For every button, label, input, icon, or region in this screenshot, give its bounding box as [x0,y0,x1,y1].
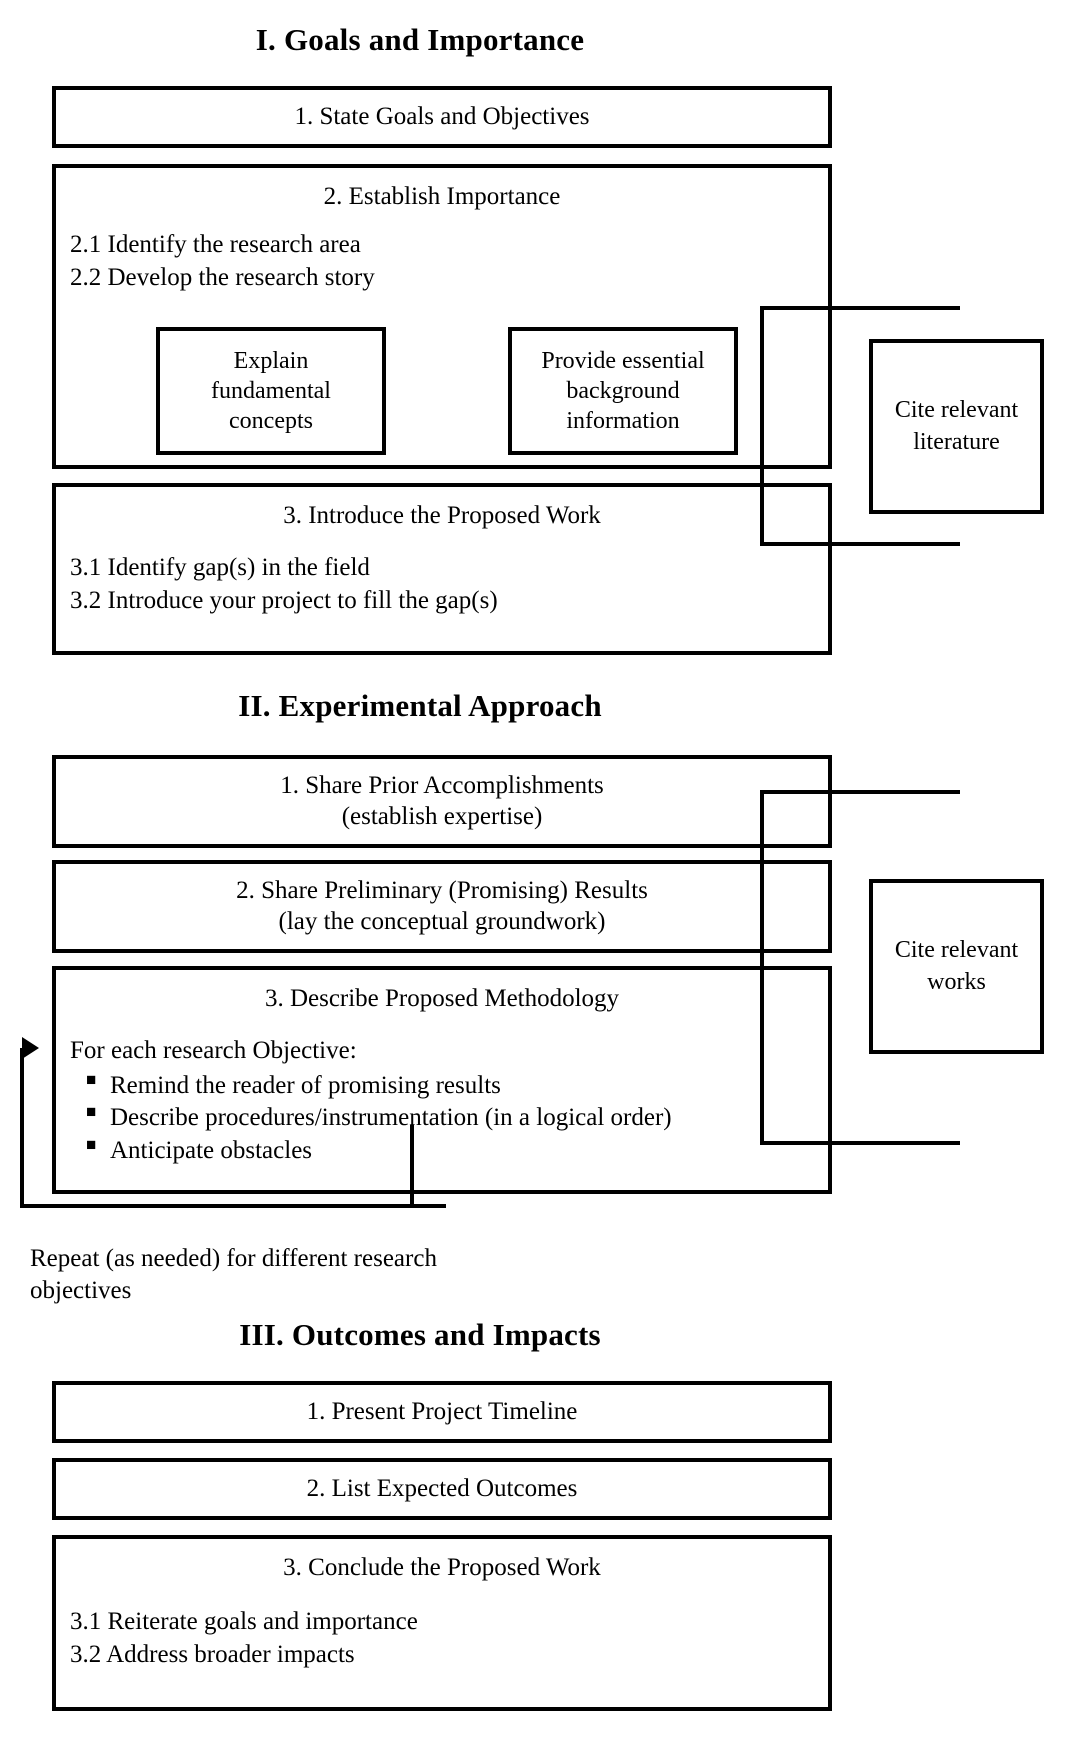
connector-repeat-loop-right [410,1125,446,1208]
box-line-3-2: 3.2 Introduce your project to fill the gap(s) [70,586,498,614]
repeat-loop-caption: Repeat (as needed) for different research objectives [30,1245,437,1304]
subbox-label: Provide essential background information [541,348,705,434]
box-list-expected-outcomes [52,1458,832,1520]
box-state-goals [52,86,832,148]
box-title: 1. Share Prior Accomplishments [280,772,604,799]
box-share-preliminary-results [52,860,832,953]
box-title: 2. Share Preliminary (Promising) Results [236,877,648,904]
box-title: 2. Establish Importance [323,183,561,210]
box-title: 3. Introduce the Proposed Work [283,502,601,529]
subbox-explain-fundamental-concepts [156,327,386,455]
methodology-bullet: ■ Remind the reader of promising results [80,1070,828,1103]
box-line-3-1: 3.1 Identify gap(s) in the field [70,553,370,581]
box-title: 2. List Expected Outcomes [306,1475,578,1502]
section-heading-3: III. Outcomes and Impacts [239,1317,601,1352]
box-title: 3. Conclude the Proposed Work [283,1554,601,1581]
methodology-lead: For each research Objective: [70,1036,357,1064]
box-title: 1. Present Project Timeline [306,1398,578,1425]
box-cite-relevant-works [869,879,1044,1054]
box-present-project-timeline [52,1381,832,1443]
box-line-2-2: 2.2 Develop the research story [70,263,375,291]
connector-repeat-loop [20,1048,446,1208]
arrow-head-repeat-loop [22,1037,39,1059]
box-cite-relevant-literature [869,339,1044,514]
box-subtitle: (lay the conceptual groundwork) [278,907,606,935]
subbox-provide-background-information [508,327,738,455]
section-heading-2: II. Experimental Approach [238,688,602,723]
box-subtitle: (establish expertise) [341,802,543,830]
box-line-2-1: 2.1 Identify the research area [70,230,361,258]
box-introduce-proposed-work [52,483,832,655]
box-title: 1. State Goals and Objectives [294,103,590,130]
box-title: 3. Describe Proposed Methodology [264,985,620,1012]
section-heading-1: I. Goals and Importance [255,22,585,57]
subbox-label: Explain fundamental concepts [211,348,331,434]
cite-label: Cite relevant literature [894,397,1019,455]
methodology-bullet: ■ Describe procedures/instrumentation (in a logical order) [80,1102,828,1135]
box-line-3-1: 3.1 Reiterate goals and importance [70,1607,418,1635]
box-share-prior-accomplishments [52,755,832,848]
box-establish-importance [52,164,832,469]
cite-label: Cite relevant works [894,937,1019,995]
methodology-bullet: ■ Anticipate obstacles [80,1135,828,1168]
box-conclude-proposed-work [52,1535,832,1711]
box-line-3-2: 3.2 Address broader impacts [70,1640,355,1668]
